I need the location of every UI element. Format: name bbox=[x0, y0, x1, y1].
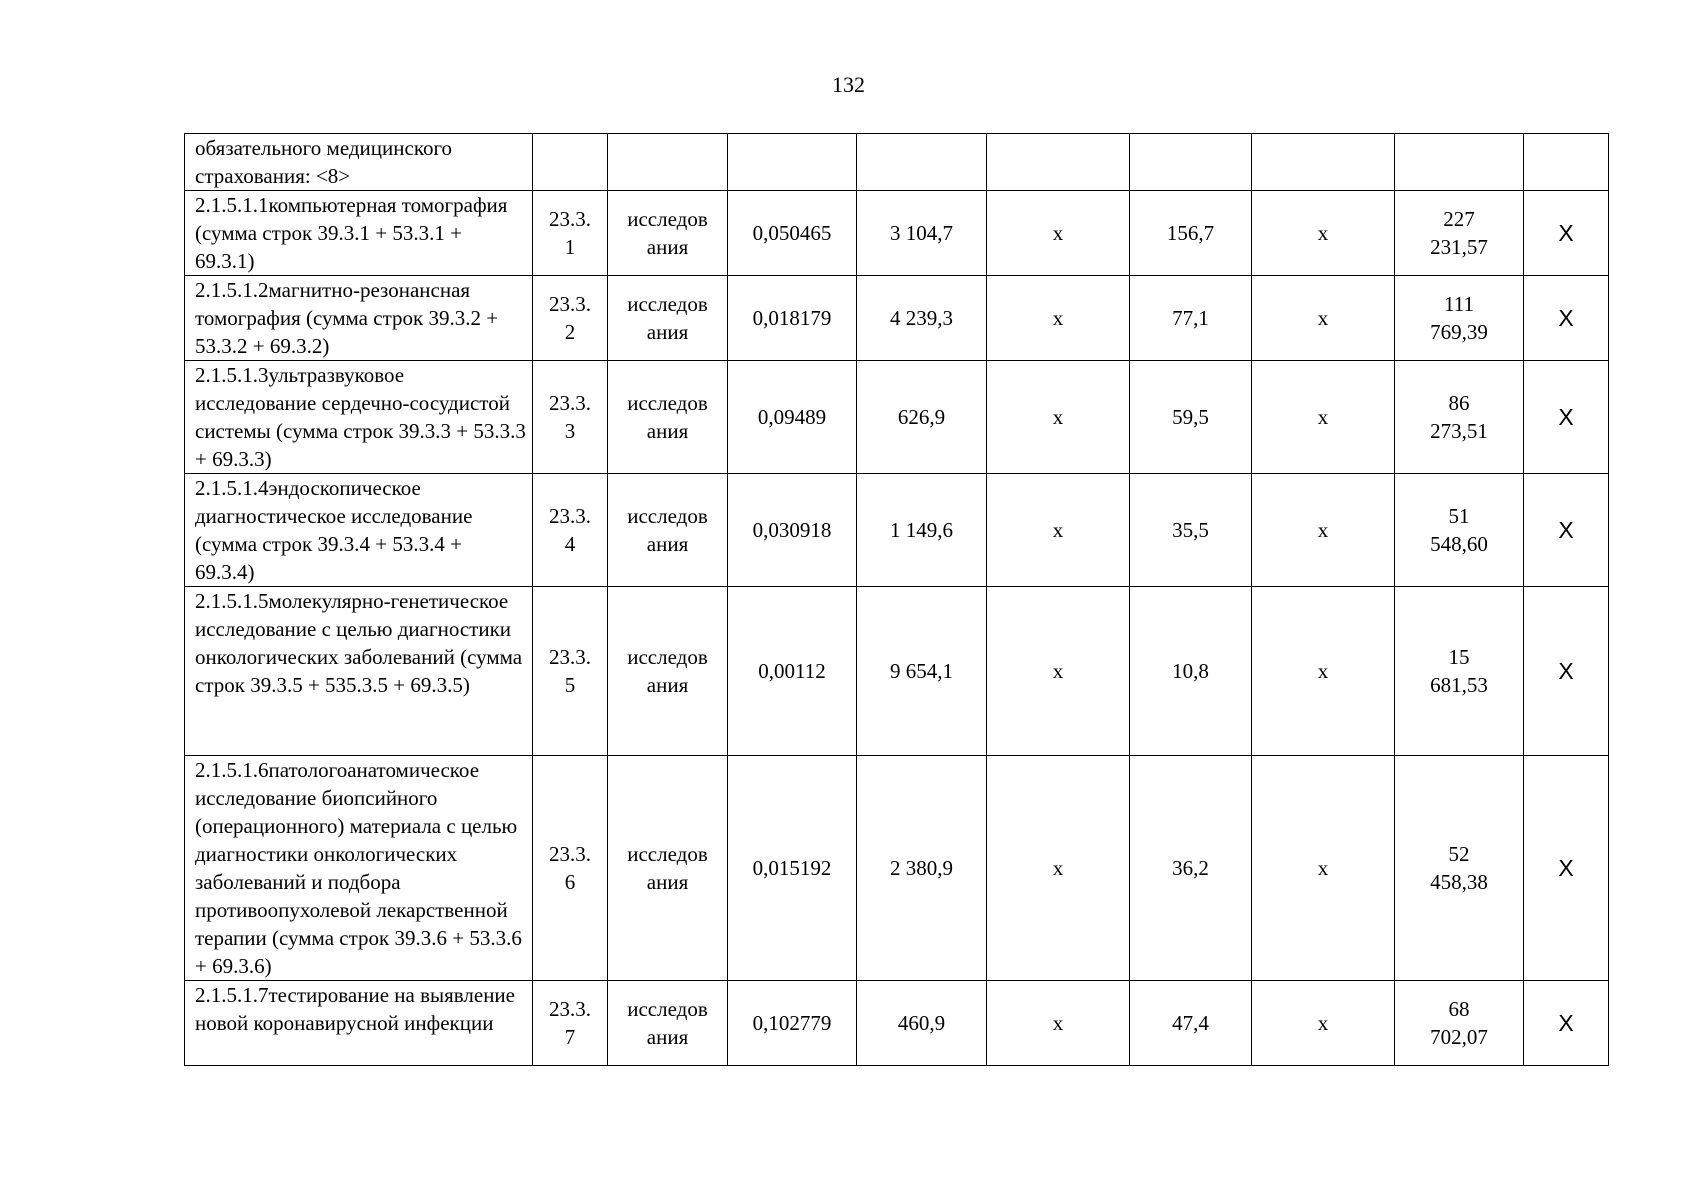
row-col7: 35,5 bbox=[1172, 518, 1209, 542]
row-code: 23.3. 6 bbox=[549, 842, 591, 894]
row-code-cell bbox=[533, 756, 608, 981]
row-code: 23.3. 4 bbox=[549, 504, 591, 556]
row-code: 23.3. 3 bbox=[549, 391, 591, 443]
row-code-cell bbox=[533, 361, 608, 474]
row-col6-cell bbox=[987, 134, 1130, 191]
row-col9: 86 273,51 bbox=[1430, 391, 1488, 443]
row-cost-cell bbox=[857, 981, 987, 1066]
row-col10: X bbox=[1558, 658, 1574, 684]
row-unit-cell bbox=[608, 276, 728, 361]
row-name: 2.1.5.1.4эндоскопическое диагностическое исследование (сумма строк 39.3.4 + 53.3.4 + 69.3.4) bbox=[195, 476, 473, 584]
row-cost: 3 104,7 bbox=[890, 221, 953, 245]
table-row bbox=[185, 276, 1609, 361]
row-col7-cell bbox=[1130, 756, 1252, 981]
row-unit-cell bbox=[608, 981, 728, 1066]
row-col6-cell bbox=[987, 191, 1130, 276]
row-name: 2.1.5.1.1компьютерная томография (сумма строк 39.3.1 + 53.3.1 + 69.3.1) bbox=[195, 193, 508, 273]
row-unit: исследов ания bbox=[627, 842, 708, 894]
row-cost-cell bbox=[857, 134, 987, 191]
row-code: 23.3. 1 bbox=[549, 207, 591, 259]
row-col10-cell bbox=[1524, 276, 1609, 361]
row-volume: 0,09489 bbox=[757, 405, 827, 429]
row-col6: x bbox=[1052, 856, 1064, 880]
row-col6-cell bbox=[987, 474, 1130, 587]
row-volume-cell bbox=[728, 587, 857, 756]
row-col6: x bbox=[1052, 1011, 1064, 1035]
row-col9-cell bbox=[1395, 474, 1524, 587]
row-unit-cell bbox=[608, 134, 728, 191]
row-col10: X bbox=[1558, 517, 1574, 543]
row-col6-cell bbox=[987, 981, 1130, 1066]
row-col8-cell bbox=[1252, 756, 1395, 981]
table-row bbox=[185, 587, 1609, 756]
table-row bbox=[185, 191, 1609, 276]
row-volume-cell bbox=[728, 361, 857, 474]
row-col8-cell bbox=[1252, 191, 1395, 276]
row-col7: 77,1 bbox=[1172, 306, 1209, 330]
row-col8-cell bbox=[1252, 981, 1395, 1066]
row-volume-cell bbox=[728, 191, 857, 276]
row-col6-cell bbox=[987, 276, 1130, 361]
row-cost-cell bbox=[857, 587, 987, 756]
row-unit: исследов ания bbox=[627, 997, 708, 1049]
row-col9-cell bbox=[1395, 587, 1524, 756]
row-col10-cell bbox=[1524, 587, 1609, 756]
row-col9: 227 231,57 bbox=[1430, 207, 1488, 259]
row-volume: 0,050465 bbox=[752, 221, 832, 245]
row-col9-cell bbox=[1395, 361, 1524, 474]
row-col7-cell bbox=[1130, 134, 1252, 191]
row-col10: X bbox=[1558, 305, 1574, 331]
row-code-cell bbox=[533, 981, 608, 1066]
row-name-cell bbox=[185, 587, 533, 756]
row-unit-cell bbox=[608, 191, 728, 276]
row-code-cell bbox=[533, 191, 608, 276]
row-name-cell bbox=[185, 361, 533, 474]
row-col10-cell bbox=[1524, 191, 1609, 276]
table-row bbox=[185, 361, 1609, 474]
row-col6-cell bbox=[987, 587, 1130, 756]
data-table bbox=[184, 133, 1609, 1066]
row-cost: 9 654,1 bbox=[890, 659, 953, 683]
row-col7: 47,4 bbox=[1172, 1011, 1209, 1035]
row-unit: исследов ания bbox=[627, 292, 708, 344]
row-col9: 51 548,60 bbox=[1430, 504, 1488, 556]
row-col10-cell bbox=[1524, 981, 1609, 1066]
row-code-cell bbox=[533, 276, 608, 361]
row-col10: X bbox=[1558, 855, 1574, 881]
row-code-cell bbox=[533, 587, 608, 756]
row-name: 2.1.5.1.7тестирование на выявление новой коронавирусной инфекции bbox=[195, 983, 515, 1035]
row-name-cell bbox=[185, 191, 533, 276]
row-unit: исследов ания bbox=[627, 207, 708, 259]
row-volume-cell bbox=[728, 981, 857, 1066]
row-col8: x bbox=[1317, 306, 1329, 330]
row-volume: 0,102779 bbox=[752, 1011, 832, 1035]
row-col9-cell bbox=[1395, 756, 1524, 981]
row-col6: x bbox=[1052, 518, 1064, 542]
row-col9: 52 458,38 bbox=[1430, 842, 1488, 894]
table-body bbox=[185, 134, 1609, 1066]
row-cost-cell bbox=[857, 474, 987, 587]
row-col8: x bbox=[1317, 1011, 1329, 1035]
row-col7: 59,5 bbox=[1172, 405, 1209, 429]
row-cost: 626,9 bbox=[897, 405, 946, 429]
row-col8-cell bbox=[1252, 134, 1395, 191]
row-cost: 460,9 bbox=[897, 1011, 946, 1035]
table-row bbox=[185, 474, 1609, 587]
row-unit-cell bbox=[608, 756, 728, 981]
row-name-cell bbox=[185, 134, 533, 191]
row-volume-cell bbox=[728, 474, 857, 587]
page-number: 132 bbox=[832, 72, 865, 97]
row-volume: 0,00112 bbox=[758, 659, 826, 683]
row-volume-cell bbox=[728, 134, 857, 191]
row-col6: x bbox=[1052, 405, 1064, 429]
row-col7-cell bbox=[1130, 191, 1252, 276]
row-col9-cell bbox=[1395, 134, 1524, 191]
row-unit-cell bbox=[608, 474, 728, 587]
table-row bbox=[185, 134, 1609, 191]
row-name-cell bbox=[185, 474, 533, 587]
row-col10: X bbox=[1558, 1010, 1574, 1036]
row-name: 2.1.5.1.3ультразвуковое исследование сердечно-сосудистой системы (сумма строк 39.3.3 + 53.3.3 + 69.3.3) bbox=[195, 363, 526, 471]
row-code-cell bbox=[533, 474, 608, 587]
row-cost-cell bbox=[857, 191, 987, 276]
row-code: 23.3. 7 bbox=[549, 997, 591, 1049]
row-col7-cell bbox=[1130, 981, 1252, 1066]
row-col7: 36,2 bbox=[1172, 856, 1209, 880]
row-name: 2.1.5.1.5молекулярно-генетическое исследование с целью диагностики онкологических заболеваний (сумма строк 39.3.5 + 535.3.5 + 69.3.5) bbox=[195, 589, 523, 697]
row-col9-cell bbox=[1395, 981, 1524, 1066]
row-col9: 111 769,39 bbox=[1430, 292, 1488, 344]
row-cost-cell bbox=[857, 361, 987, 474]
row-volume-cell bbox=[728, 276, 857, 361]
row-volume: 0,030918 bbox=[752, 518, 832, 542]
row-col8: x bbox=[1317, 405, 1329, 429]
row-unit: исследов ания bbox=[627, 504, 708, 556]
row-code: 23.3. 2 bbox=[549, 292, 591, 344]
row-col7-cell bbox=[1130, 276, 1252, 361]
table-row bbox=[185, 981, 1609, 1066]
row-name-cell bbox=[185, 981, 533, 1066]
row-col8: x bbox=[1317, 221, 1329, 245]
row-col10-cell bbox=[1524, 474, 1609, 587]
row-col8-cell bbox=[1252, 474, 1395, 587]
row-cost-cell bbox=[857, 276, 987, 361]
row-col7: 156,7 bbox=[1166, 221, 1215, 245]
row-col8: x bbox=[1317, 856, 1329, 880]
row-cost: 2 380,9 bbox=[890, 856, 953, 880]
row-col7-cell bbox=[1130, 361, 1252, 474]
row-name-cell bbox=[185, 756, 533, 981]
row-col10-cell bbox=[1524, 134, 1609, 191]
row-volume: 0,015192 bbox=[752, 856, 832, 880]
row-volume-cell bbox=[728, 756, 857, 981]
row-volume: 0,018179 bbox=[752, 306, 832, 330]
row-col10-cell bbox=[1524, 361, 1609, 474]
row-name: обязательного медицинского страхования: <8> bbox=[195, 136, 453, 188]
row-col9: 15 681,53 bbox=[1430, 645, 1488, 697]
row-col9: 68 702,07 bbox=[1430, 997, 1488, 1049]
row-col6: x bbox=[1052, 659, 1064, 683]
row-col7-cell bbox=[1130, 474, 1252, 587]
row-col8: x bbox=[1317, 518, 1329, 542]
row-col8-cell bbox=[1252, 276, 1395, 361]
row-col7: 10,8 bbox=[1172, 659, 1209, 683]
row-col6: x bbox=[1052, 221, 1064, 245]
row-col8-cell bbox=[1252, 361, 1395, 474]
row-col6-cell bbox=[987, 361, 1130, 474]
row-name: 2.1.5.1.2магнитно-резонансная томография (сумма строк 39.3.2 + 53.3.2 + 69.3.2) bbox=[195, 278, 499, 358]
row-col6-cell bbox=[987, 756, 1130, 981]
row-col6: x bbox=[1052, 306, 1064, 330]
row-unit-cell bbox=[608, 361, 728, 474]
row-col9-cell bbox=[1395, 191, 1524, 276]
row-code: 23.3. 5 bbox=[549, 645, 591, 697]
row-name-cell bbox=[185, 276, 533, 361]
row-col8: x bbox=[1317, 659, 1329, 683]
table-row bbox=[185, 756, 1609, 981]
row-col9-cell bbox=[1395, 276, 1524, 361]
row-cost: 1 149,6 bbox=[890, 518, 953, 542]
row-col10: X bbox=[1558, 404, 1574, 430]
row-unit: исследов ания bbox=[627, 645, 708, 697]
row-col7-cell bbox=[1130, 587, 1252, 756]
row-cost: 4 239,3 bbox=[890, 306, 953, 330]
row-col10: X bbox=[1558, 220, 1574, 246]
row-col10-cell bbox=[1524, 756, 1609, 981]
row-col8-cell bbox=[1252, 587, 1395, 756]
row-name: 2.1.5.1.6патологоанатомическое исследование биопсийного (операционного) материала с целью диагностики онкологических заболеваний и подбора противоопухолевой лекарственной терапии (сумма строк 39.3.6 + 53.3.6 + 69.3.6) bbox=[195, 758, 522, 978]
row-code-cell bbox=[533, 134, 608, 191]
row-unit: исследов ания bbox=[627, 391, 708, 443]
row-unit-cell bbox=[608, 587, 728, 756]
row-cost-cell bbox=[857, 756, 987, 981]
